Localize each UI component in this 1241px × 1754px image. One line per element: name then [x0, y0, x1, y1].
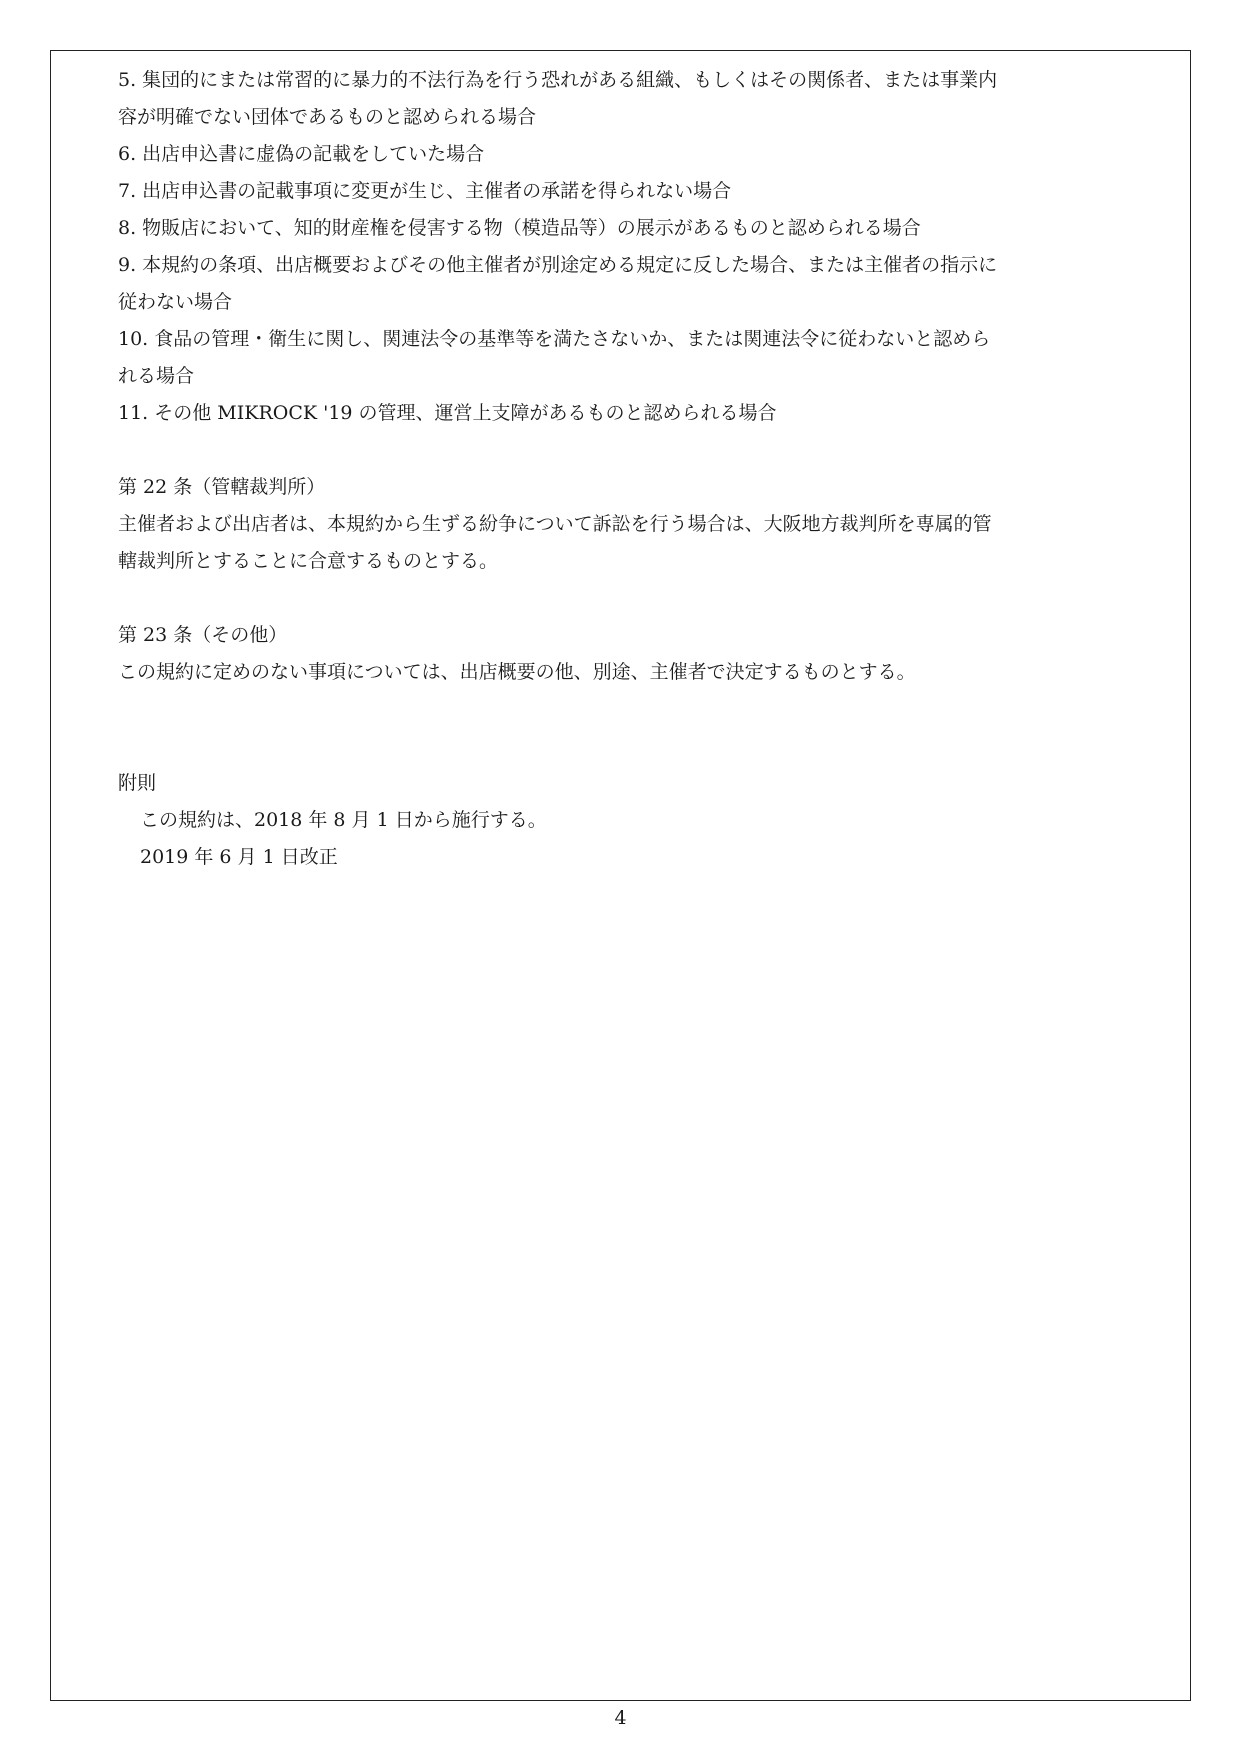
- article-body-line: 轄裁判所とすることに合意するものとする。: [118, 550, 499, 572]
- list-item-7: [118, 173, 1128, 210]
- list-item-line: れる場合: [118, 365, 195, 387]
- article-body-line: 主催者および出店者は、本規約から生ずる紛争について訴訟を行う場合は、大阪地方裁判所を専属的管: [118, 513, 992, 535]
- list-item-line: 6. 出店申込書に虚偽の記載をしていた場合: [118, 143, 485, 165]
- list-item-11: [118, 395, 1128, 432]
- page-number: 4: [614, 1707, 627, 1729]
- revision-date-line: 2019 年 6 月 1 日改正: [140, 846, 338, 868]
- list-item-line: 9. 本規約の条項、出店概要およびその他主催者が別途定める規定に反した場合、または主催者の指示に: [118, 254, 998, 276]
- spacer: [118, 691, 1128, 765]
- list-item-line: 7. 出店申込書の記載事項に変更が生じ、主催者の承諾を得られない場合: [118, 180, 732, 202]
- list-item-line: 従わない場合: [118, 291, 233, 313]
- document-body: [118, 62, 1128, 876]
- list-item-line: 11. その他 MIKROCK '19 の管理、運営上支障があるものと認められる場合: [118, 402, 777, 424]
- list-item-line: 5. 集団的にまたは常習的に暴力的不法行為を行う恐れがある組織、もしくはその関係者、または事業内: [118, 69, 998, 91]
- article-22: [118, 469, 1128, 580]
- supplementary-provisions: [118, 765, 1128, 876]
- spacer: [118, 580, 1128, 617]
- supplementary-heading: 附則: [118, 772, 157, 794]
- list-item-5: [118, 62, 1128, 136]
- list-item-line: 8. 物販店において、知的財産権を侵害する物（模造品等）の展示があるものと認められる場合: [118, 217, 921, 239]
- spacer: [118, 432, 1128, 469]
- list-item-line: 容が明確でない団体であるものと認められる場合: [118, 106, 537, 128]
- article-body-line: この規約に定めのない事項については、出店概要の他、別途、主催者で決定するものとする。: [118, 661, 916, 683]
- article-heading: 第 22 条（管轄裁判所）: [118, 476, 326, 498]
- effective-date-line: この規約は、2018 年 8 月 1 日から施行する。: [140, 809, 547, 831]
- list-item-line: 10. 食品の管理・衛生に関し、関連法令の基準等を満たさないか、または関連法令に従わないと認めら: [118, 328, 991, 350]
- article-heading: 第 23 条（その他）: [118, 624, 288, 646]
- list-item-10: [118, 321, 1128, 395]
- list-item-6: [118, 136, 1128, 173]
- list-item-9: [118, 247, 1128, 321]
- article-23: [118, 617, 1128, 691]
- list-item-8: [118, 210, 1128, 247]
